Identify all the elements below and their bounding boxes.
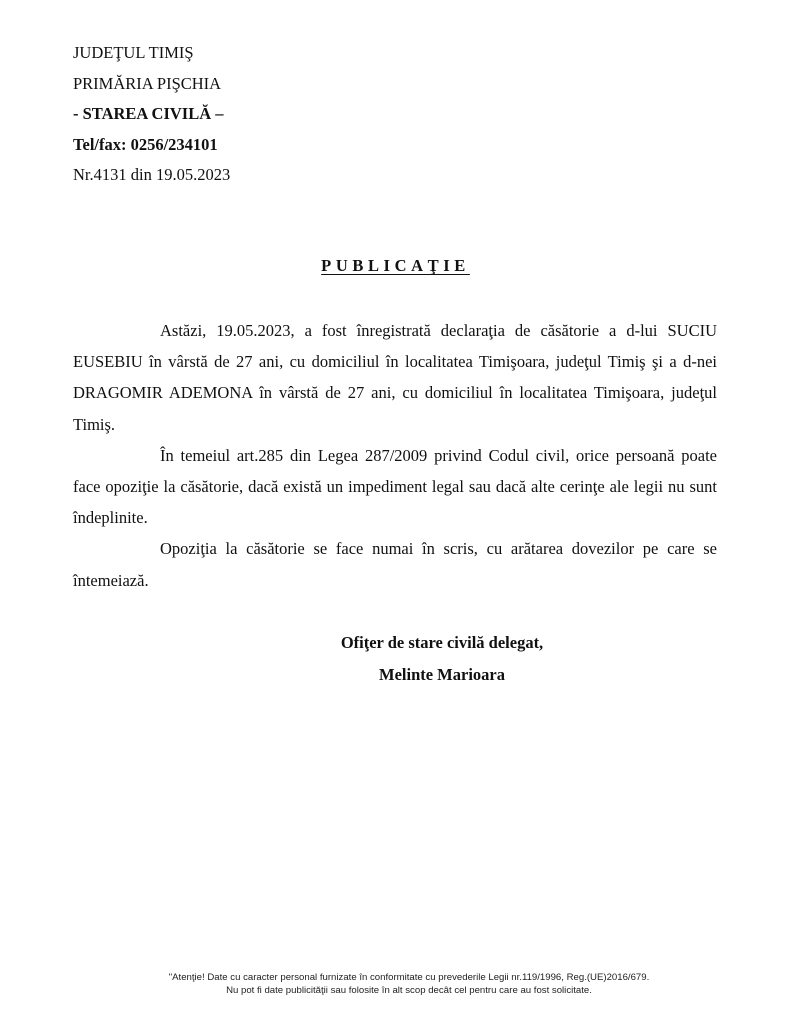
- privacy-notice-line-1: "Atenţie! Date cu caracter personal furnizate în conformitate cu prevederile Legii nr.119/1996, Reg.(UE)2016/679.: [168, 972, 650, 983]
- municipality-line: PRIMĂRIA PIŞCHIA: [73, 73, 222, 93]
- county-line: JUDEŢUL TIMIŞ: [73, 43, 194, 62]
- document-body: [73, 315, 717, 596]
- phone-line: Tel/fax: 0256/234101: [73, 134, 218, 154]
- signature-block: [0, 627, 791, 691]
- document-title: [0, 256, 791, 276]
- body-paragraph-opposition: Opoziţia la căsătorie se face numai în scris, cu arătarea dovezilor pe care se întemeiază.: [73, 539, 717, 590]
- body-paragraph-legal-basis: În temeiul art.285 din Legea 287/2009 privind Codul civil, orice persoană poate face opoziţie la căsătorie, dacă există un impediment legal sau dacă alte cerinţe ale legii nu sunt îndeplinite.: [73, 445, 717, 528]
- privacy-notice-line-2: Nu pot fi date publicităţii sau folosite în alt scop decât cel pentru care au fost solicitate.: [226, 984, 592, 996]
- signature-name: Melinte Marioara: [379, 665, 505, 684]
- privacy-notice: [0, 972, 791, 997]
- document-title-text: PUBLICAŢIE: [321, 256, 470, 275]
- issuer-header: [73, 38, 230, 191]
- reference-number: Nr.4131 din 19.05.2023: [73, 165, 231, 184]
- body-paragraph-declaration: Astăzi, 19.05.2023, a fost înregistrată declaraţia de căsătorie a d-lui SUCIU EUSEBIU în vârstă de 27 ani, cu domiciliul în localitatea Timişoara, judeţul Timiş şi a d-nei DRAGOMIR ADEMONA în vârstă de 27 ani, cu domiciliul în localitatea Timişoara, judeţul Timiş.: [73, 321, 717, 434]
- department-line: - STAREA CIVILĂ –: [73, 104, 224, 123]
- signature-role: Ofiţer de stare civilă delegat,: [340, 633, 544, 652]
